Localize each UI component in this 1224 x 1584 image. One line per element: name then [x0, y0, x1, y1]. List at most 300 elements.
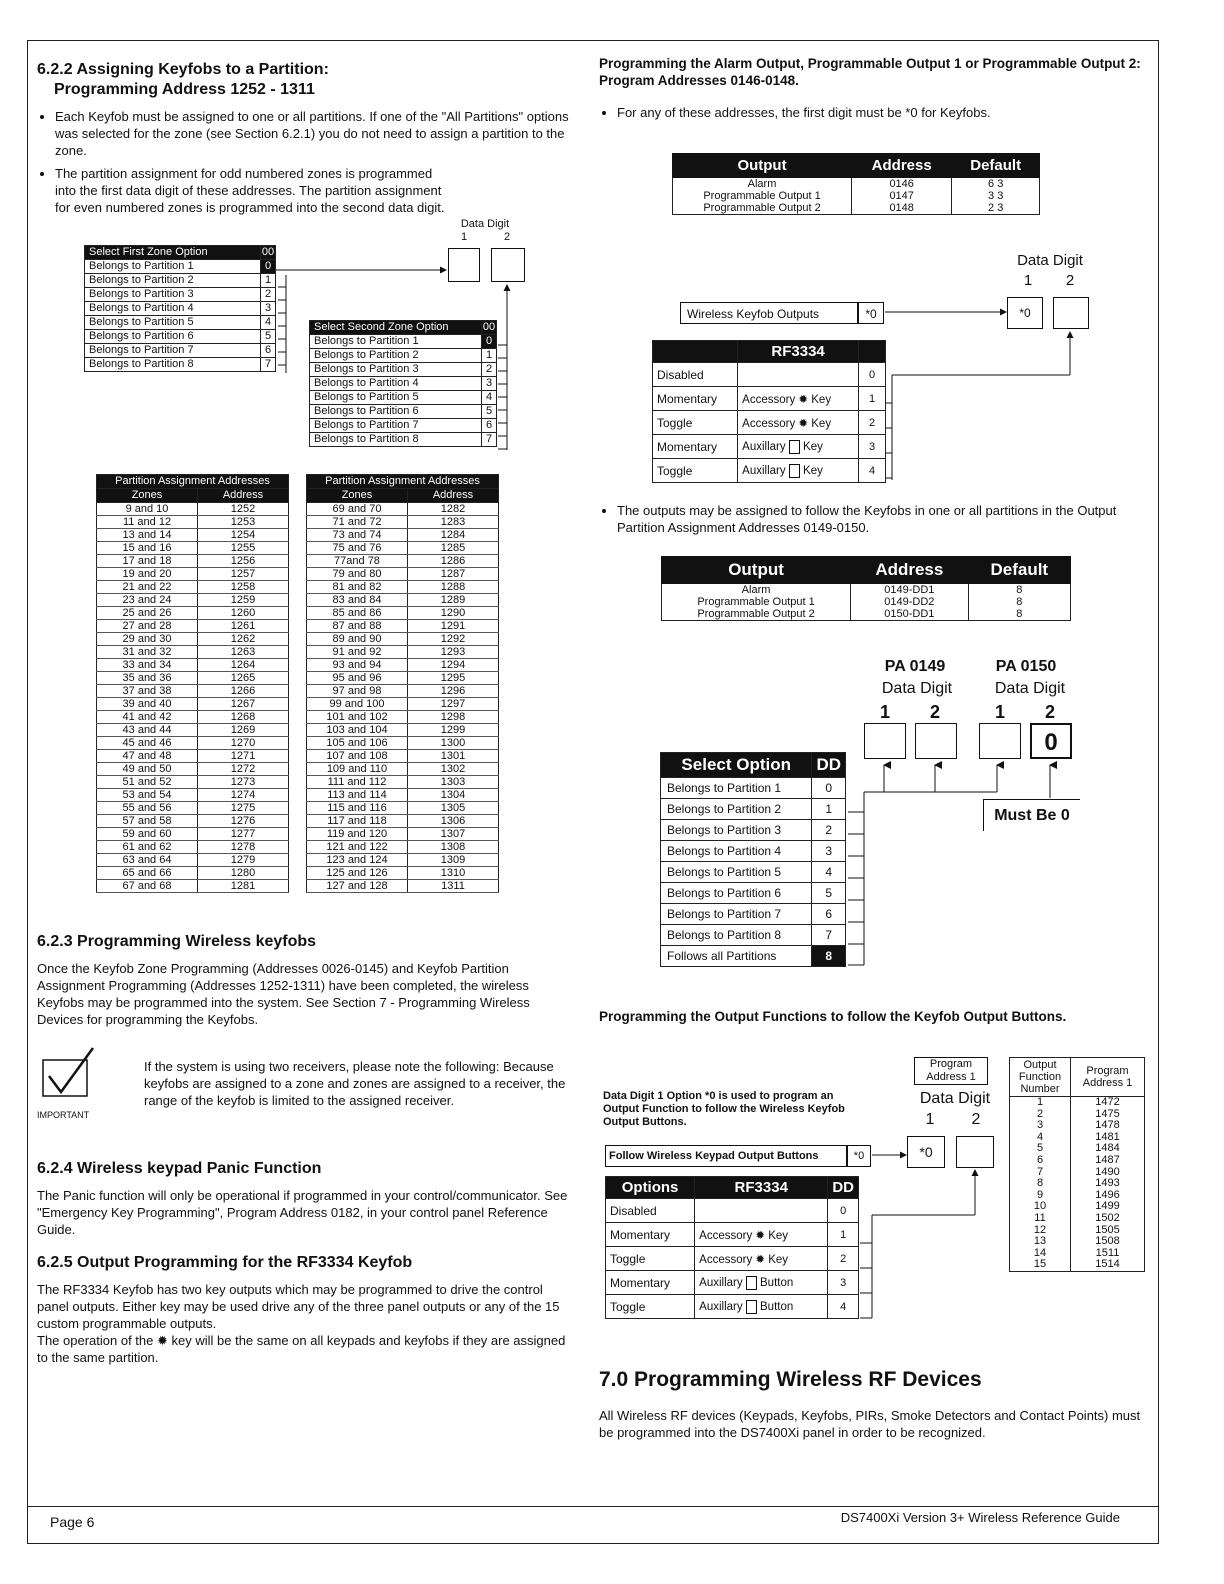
option-label: Belongs to Partition 1: [85, 260, 261, 274]
table-row: [97, 503, 289, 516]
function-number-cell: 15: [1010, 1259, 1071, 1271]
table-row: [307, 711, 499, 724]
table-row: [307, 854, 499, 867]
table-row: [97, 659, 289, 672]
function-number-cell: 11: [1010, 1213, 1071, 1225]
function-number-cell: 4: [1010, 1132, 1071, 1144]
pa0149-digit-2-box[interactable]: [915, 723, 957, 759]
key-cell: Auxillary Key: [738, 459, 859, 483]
option-num: 2: [812, 820, 846, 841]
address-cell: 1306: [408, 815, 499, 828]
pa-0149-digit-2: 2: [929, 702, 940, 722]
table-row: [97, 568, 289, 581]
func-digit-1-box[interactable]: *0: [907, 1136, 945, 1168]
right-bullet-1: • For any of these addresses, the first digit must be *0 for Keyfobs.: [617, 104, 1147, 121]
bullet-1: • Each Keyfob must be assigned to one or all partitions. If one of the "All Partitions" options was selected for the zone (see Section 6.2.1) you do not need to assign a partition to the zone.: [55, 108, 577, 159]
accessory-key-icon: ✹: [798, 393, 809, 406]
option-label: Belongs to Partition 2: [310, 349, 482, 363]
pa-right-col-zones: Zones: [307, 489, 408, 503]
fn-h-addr: Program Address 1: [1071, 1058, 1145, 1097]
address-cell: 1279: [198, 854, 289, 867]
footer-rule: [27, 1506, 1159, 1507]
zones-cell: 53 and 54: [97, 789, 198, 802]
section-622: [37, 60, 577, 222]
table-row: [97, 841, 289, 854]
section-625-body-1: The RF3334 Keyfob has two key outputs which may be programmed to drive the control panel outputs. Either key may be used drive any of the three panel outputs or any of the 15 custom programmable outputs.: [37, 1282, 560, 1331]
zones-cell: 103 and 104: [307, 724, 408, 737]
table-row: [307, 685, 499, 698]
section-623: [37, 932, 577, 1028]
function-number-cell: 13: [1010, 1236, 1071, 1248]
zones-cell: 59 and 60: [97, 828, 198, 841]
func-digit-1: 1: [925, 1111, 935, 1128]
rf1-data-digit-label: Data Digit: [1017, 252, 1083, 269]
table-row: [97, 776, 289, 789]
address-cell: 1303: [408, 776, 499, 789]
table-row: [307, 503, 499, 516]
right-bullets-2: [599, 502, 1162, 542]
oad2-h-address: Address: [851, 557, 969, 584]
num-cell: 3: [859, 435, 886, 459]
right-intro: [599, 55, 1147, 127]
section-622-bullets: [37, 108, 577, 216]
program-address-cell: 1493: [1071, 1178, 1145, 1190]
table-row: [97, 750, 289, 763]
table-row: [307, 776, 499, 789]
table-row: [307, 646, 499, 659]
address-cell: 1299: [408, 724, 499, 737]
zones-cell: 67 and 68: [97, 880, 198, 893]
option-label: Belongs to Partition 5: [310, 391, 482, 405]
option-num: 2: [482, 363, 497, 377]
table-row: [661, 904, 846, 925]
zones-cell: 47 and 48: [97, 750, 198, 763]
key-cell: Auxillary Button: [695, 1271, 828, 1295]
zones-cell: 17 and 18: [97, 555, 198, 568]
table-row: [85, 316, 276, 330]
num-cell: 0: [859, 363, 886, 387]
option-label: Belongs to Partition 8: [661, 925, 812, 946]
mode-cell: Momentary: [606, 1271, 695, 1295]
pa-0150-label: PA 0150: [995, 658, 1057, 675]
option-label: Belongs to Partition 8: [310, 433, 482, 447]
table-row: [307, 763, 499, 776]
function-number-cell: 6: [1010, 1155, 1071, 1167]
program-address-cell: 1481: [1071, 1132, 1145, 1144]
rf1-digit-2: 2: [1065, 272, 1075, 289]
table-row: [662, 608, 1071, 621]
rf2-connector-lines: [858, 1140, 988, 1330]
default-cell: 6 3: [952, 178, 1040, 191]
option-num: 3: [482, 377, 497, 391]
table-row: [85, 330, 276, 344]
zones-cell: 79 and 80: [307, 568, 408, 581]
table-row: [307, 555, 499, 568]
section-70: [599, 1367, 1144, 1441]
section-625-body-2: [37, 1332, 577, 1366]
table-row: [1010, 1143, 1145, 1155]
table-row: [85, 358, 276, 372]
address-cell: 0149-DD1: [851, 584, 969, 597]
address-cell: 1257: [198, 568, 289, 581]
zones-cell: 75 and 76: [307, 542, 408, 555]
address-cell: 1268: [198, 711, 289, 724]
address-cell: 1294: [408, 659, 499, 672]
option-label: Belongs to Partition 6: [310, 405, 482, 419]
address-cell: 1253: [198, 516, 289, 529]
table-row: [307, 542, 499, 555]
program-address-cell: 1487: [1071, 1155, 1145, 1167]
table-row: [97, 633, 289, 646]
address-cell: 1285: [408, 542, 499, 555]
key-cell: Accessory ✹ Key: [738, 387, 859, 411]
table-row: [1010, 1167, 1145, 1179]
wireless-keyfob-outputs-label: Wireless Keyfob Outputs: [680, 302, 858, 324]
option-num: 7: [812, 925, 846, 946]
table-row: [97, 711, 289, 724]
table-row: [673, 178, 1040, 191]
address-cell: 1275: [198, 802, 289, 815]
output-cell: Programmable Output 1: [662, 596, 851, 608]
rf1-digit-1-box[interactable]: *0: [1007, 297, 1043, 329]
rf3334-table-2: [605, 1176, 859, 1319]
table-row: [307, 620, 499, 633]
table-row: [85, 274, 276, 288]
address-cell: 1288: [408, 581, 499, 594]
address-cell: 1286: [408, 555, 499, 568]
section-624: [37, 1159, 577, 1238]
table-row: [1010, 1213, 1145, 1225]
address-cell: 1260: [198, 607, 289, 620]
table-row: [97, 737, 289, 750]
section-624-body: The Panic function will only be operational if programmed in your control/communicator. See "Emergency Key Programming", Program Address 0182, in your control panel Reference Guide.: [37, 1188, 568, 1237]
option-label: Belongs to Partition 3: [310, 363, 482, 377]
option-label: Belongs to Partition 4: [85, 302, 261, 316]
address-cell: 1302: [408, 763, 499, 776]
zones-cell: 39 and 40: [97, 698, 198, 711]
address-cell: 1265: [198, 672, 289, 685]
table-row: [653, 363, 886, 387]
data-digit-note: Data Digit 1 Option *0 is used to program an Output Function to follow the Wireless Keyfob Output Buttons.: [603, 1090, 845, 1128]
table-row: [661, 883, 846, 904]
output-cell: Programmable Output 2: [673, 202, 852, 215]
table-row: [307, 672, 499, 685]
default-cell: 2 3: [952, 202, 1040, 215]
table-row: [653, 459, 886, 483]
bullet-2: • The partition assignment for odd numbered zones is programmed into the first data digit of these addresses. The partition assignment for even numbered zones is programmed into the second data digit.: [55, 165, 455, 216]
address-cell: 1304: [408, 789, 499, 802]
zones-cell: 81 and 82: [307, 581, 408, 594]
function-number-cell: 10: [1010, 1201, 1071, 1213]
address-cell: 1290: [408, 607, 499, 620]
output-address-default-table-2: [661, 556, 1071, 621]
address-cell: 1270: [198, 737, 289, 750]
table-row: [1010, 1236, 1145, 1248]
table-row: [661, 946, 846, 967]
important-checkmark-icon: [41, 1046, 101, 1108]
zones-cell: 57 and 58: [97, 815, 198, 828]
oad1-h-default: Default: [952, 154, 1040, 178]
zones-cell: 41 and 42: [97, 711, 198, 724]
zones-cell: 107 and 108: [307, 750, 408, 763]
address-cell: 0149-DD2: [851, 596, 969, 608]
address-cell: 1282: [408, 503, 499, 516]
zones-cell: 55 and 56: [97, 802, 198, 815]
table-row: [97, 529, 289, 542]
table-row: [307, 802, 499, 815]
table-row: [97, 594, 289, 607]
zones-cell: 119 and 120: [307, 828, 408, 841]
table-row: [307, 828, 499, 841]
table-row: [307, 737, 499, 750]
pa-right-title: Partition Assignment Addresses: [307, 475, 499, 489]
body-2-pre: The operation of the: [37, 1333, 154, 1348]
table-row: [97, 854, 289, 867]
zones-cell: 109 and 110: [307, 763, 408, 776]
oad1-h-address: Address: [852, 154, 952, 178]
default-cell: 8: [968, 608, 1070, 621]
function-number-cell: 1: [1010, 1097, 1071, 1109]
option-num: 5: [261, 330, 276, 344]
rf1-blank-header: [653, 341, 738, 363]
table-row: [97, 555, 289, 568]
table-row: [307, 607, 499, 620]
function-number-cell: 5: [1010, 1143, 1071, 1155]
address-cell: 1310: [408, 867, 499, 880]
table-row: [1010, 1178, 1145, 1190]
rf3334-table-1: [652, 340, 886, 483]
second-zone-header: Select Second Zone Option: [310, 321, 482, 335]
pa0150-digit-2-box[interactable]: 0: [1030, 723, 1072, 759]
table-row: [606, 1223, 859, 1247]
output-cell: Alarm: [673, 178, 852, 191]
mode-cell: Disabled: [606, 1199, 695, 1223]
table-row: [1010, 1190, 1145, 1202]
pa0150-digit-1-box[interactable]: [979, 723, 1021, 759]
rf1-header: RF3334: [738, 341, 859, 363]
body-2-post: key will be the same on all keypads and keyfobs if they are assigned to the same partition.: [37, 1333, 566, 1365]
table-row: [1010, 1259, 1145, 1271]
table-row: [307, 698, 499, 711]
zones-cell: 91 and 92: [307, 646, 408, 659]
option-label: Belongs to Partition 6: [85, 330, 261, 344]
option-num: 4: [812, 862, 846, 883]
table-row: [97, 672, 289, 685]
zones-cell: 69 and 70: [307, 503, 408, 516]
address-cell: 1309: [408, 854, 499, 867]
right-bullet-2: • The outputs may be assigned to follow the Keyfobs in one or all partitions in the Output Partition Assignment Addresses 0149-0150.: [617, 502, 1162, 536]
section-624-heading: 6.2.4 Wireless keypad Panic Function: [37, 1160, 322, 1177]
zones-cell: 29 and 30: [97, 633, 198, 646]
address-cell: 1273: [198, 776, 289, 789]
address-cell: 1296: [408, 685, 499, 698]
select-option-header: Select Option: [661, 753, 812, 778]
pa-0150-digit-1: 1: [994, 702, 1005, 722]
address-cell: 1307: [408, 828, 499, 841]
address-cell: 1292: [408, 633, 499, 646]
zones-cell: 61 and 62: [97, 841, 198, 854]
important-note: If the system is using two receivers, please note the following: Because keyfobs are assigned to a zone and zones are assigned to a receiver, the range of the keyfob is limited to the assigned receiver.: [144, 1059, 566, 1108]
zones-cell: 121 and 122: [307, 841, 408, 854]
accessory-key-icon: ✹: [755, 1253, 766, 1266]
table-row: [85, 260, 276, 274]
address-cell: 1289: [408, 594, 499, 607]
option-num: 3: [812, 841, 846, 862]
auxillary-key-icon: [746, 1276, 757, 1290]
program-address-cell: 1472: [1071, 1097, 1145, 1109]
address-cell: 1276: [198, 815, 289, 828]
function-number-cell: 3: [1010, 1120, 1071, 1132]
default-cell: 3 3: [952, 190, 1040, 202]
table-row: [673, 202, 1040, 215]
address-cell: 1311: [408, 880, 499, 893]
function-number-cell: 14: [1010, 1248, 1071, 1260]
zones-cell: 43 and 44: [97, 724, 198, 737]
num-cell: 4: [828, 1295, 859, 1319]
zones-cell: 37 and 38: [97, 685, 198, 698]
accessory-key-icon: ✹: [156, 1333, 168, 1348]
data-digit-label: Data Digit: [460, 218, 510, 230]
address-cell: 0147: [852, 190, 952, 202]
table-row: [97, 581, 289, 594]
option-num: 4: [261, 316, 276, 330]
zones-cell: 99 and 100: [307, 698, 408, 711]
table-row: [606, 1295, 859, 1319]
key-cell: Accessory ✹ Key: [738, 411, 859, 435]
second-zone-header-num: 00: [482, 321, 496, 333]
rf2-h-options: Options: [606, 1177, 695, 1199]
default-cell: 8: [968, 584, 1070, 597]
address-cell: 1269: [198, 724, 289, 737]
zones-cell: 113 and 114: [307, 789, 408, 802]
table-row: [97, 620, 289, 633]
pa-0149-digit-1: 1: [879, 702, 890, 722]
oad2-h-output: Output: [662, 557, 851, 584]
output-cell: Programmable Output 2: [662, 608, 851, 621]
option-num: 0: [482, 335, 497, 349]
alarm-output-heading: Programming the Alarm Output, Programmable Output 1 or Programmable Output 2: Program Addresses 0146-0148.: [599, 56, 1141, 88]
wireless-keyfob-outputs-value: *0: [858, 302, 884, 324]
key-cell: Accessory ✹ Key: [695, 1223, 828, 1247]
address-cell: 1284: [408, 529, 499, 542]
first-zone-header-num: 00: [261, 246, 275, 258]
output-cell: Programmable Output 1: [673, 190, 852, 202]
zones-cell: 73 and 74: [307, 529, 408, 542]
zones-cell: 127 and 128: [307, 880, 408, 893]
table-row: [307, 724, 499, 737]
zones-cell: 19 and 20: [97, 568, 198, 581]
option-num: 6: [812, 904, 846, 925]
option-num: 5: [482, 405, 497, 419]
follow-wireless-keypad-value: *0: [847, 1145, 871, 1167]
function-number-cell: 12: [1010, 1225, 1071, 1237]
key-cell: [738, 363, 859, 387]
pa0149-digit-1-box[interactable]: [864, 723, 906, 759]
option-label: Follows all Partitions: [661, 946, 812, 967]
address-cell: 1301: [408, 750, 499, 763]
table-row: [1010, 1225, 1145, 1237]
table-row: [97, 802, 289, 815]
pa-0150-digit-2: 2: [1044, 702, 1055, 722]
table-row: [97, 607, 289, 620]
auxillary-key-icon: [789, 440, 800, 454]
table-row: [1010, 1248, 1145, 1260]
option-label: Belongs to Partition 3: [661, 820, 812, 841]
section-623-body: Once the Keyfob Zone Programming (Addresses 0026-0145) and Keyfob Partition Assignment Programming (Addresses 1252-1311) have been completed, the wireless Keyfobs may be programmed into the system. See Section 7 - Programming Wireless Devices for programming the Keyfobs.: [37, 961, 530, 1027]
address-cell: 1254: [198, 529, 289, 542]
num-cell: 1: [859, 387, 886, 411]
partition-address-table-right: [306, 474, 499, 893]
zones-cell: 51 and 52: [97, 776, 198, 789]
option-label: Belongs to Partition 5: [85, 316, 261, 330]
output-function-table: [1009, 1057, 1145, 1272]
output-functions-heading: Programming the Output Functions to follow the Keyfob Output Buttons.: [599, 1009, 1067, 1024]
address-cell: 1283: [408, 516, 499, 529]
function-number-cell: 9: [1010, 1190, 1071, 1202]
num-cell: 0: [828, 1199, 859, 1223]
program-address-1-box-label: Program Address 1: [914, 1057, 988, 1085]
rf1-digit-1: 1: [1023, 272, 1033, 289]
program-address-cell: 1490: [1071, 1167, 1145, 1179]
table-row: [653, 411, 886, 435]
address-cell: 1272: [198, 763, 289, 776]
rf1-connector-lines: [880, 300, 1100, 490]
address-cell: 1258: [198, 581, 289, 594]
option-label: Belongs to Partition 4: [310, 377, 482, 391]
output-address-default-table-1: [672, 153, 1040, 215]
auxillary-key-icon: [789, 464, 800, 478]
num-cell: 2: [859, 411, 886, 435]
digit-2-label: 2: [503, 231, 511, 243]
table-row: [97, 685, 289, 698]
zones-cell: 33 and 34: [97, 659, 198, 672]
option-num: 7: [482, 433, 497, 447]
mode-cell: Toggle: [606, 1247, 695, 1271]
table-row: [653, 387, 886, 411]
table-row: [661, 841, 846, 862]
table-row: [606, 1199, 859, 1223]
table-row: [673, 190, 1040, 202]
must-be-0-label: Must Be 0: [983, 799, 1080, 831]
table-row: [606, 1271, 859, 1295]
option-num: 2: [261, 288, 276, 302]
table-row: [307, 815, 499, 828]
address-cell: 0146: [852, 178, 952, 191]
fn-h-func: Output Function Number: [1010, 1058, 1071, 1097]
address-cell: 1305: [408, 802, 499, 815]
table-row: [1010, 1097, 1145, 1109]
program-address-cell: 1505: [1071, 1225, 1145, 1237]
program-address-cell: 1484: [1071, 1143, 1145, 1155]
zones-cell: 89 and 90: [307, 633, 408, 646]
key-cell: Auxillary Button: [695, 1295, 828, 1319]
func-digit-2: 2: [971, 1111, 981, 1128]
option-label: Belongs to Partition 4: [661, 841, 812, 862]
table-row: [307, 633, 499, 646]
table-row: [661, 778, 846, 799]
zones-cell: 11 and 12: [97, 516, 198, 529]
address-cell: 1300: [408, 737, 499, 750]
address-cell: 1266: [198, 685, 289, 698]
option-num: 0: [261, 260, 276, 274]
address-cell: 1293: [408, 646, 499, 659]
address-cell: 1252: [198, 503, 289, 516]
address-cell: 1267: [198, 698, 289, 711]
mode-cell: Toggle: [653, 411, 738, 435]
zones-cell: 31 and 32: [97, 646, 198, 659]
option-label: Belongs to Partition 5: [661, 862, 812, 883]
mode-cell: Momentary: [653, 387, 738, 411]
